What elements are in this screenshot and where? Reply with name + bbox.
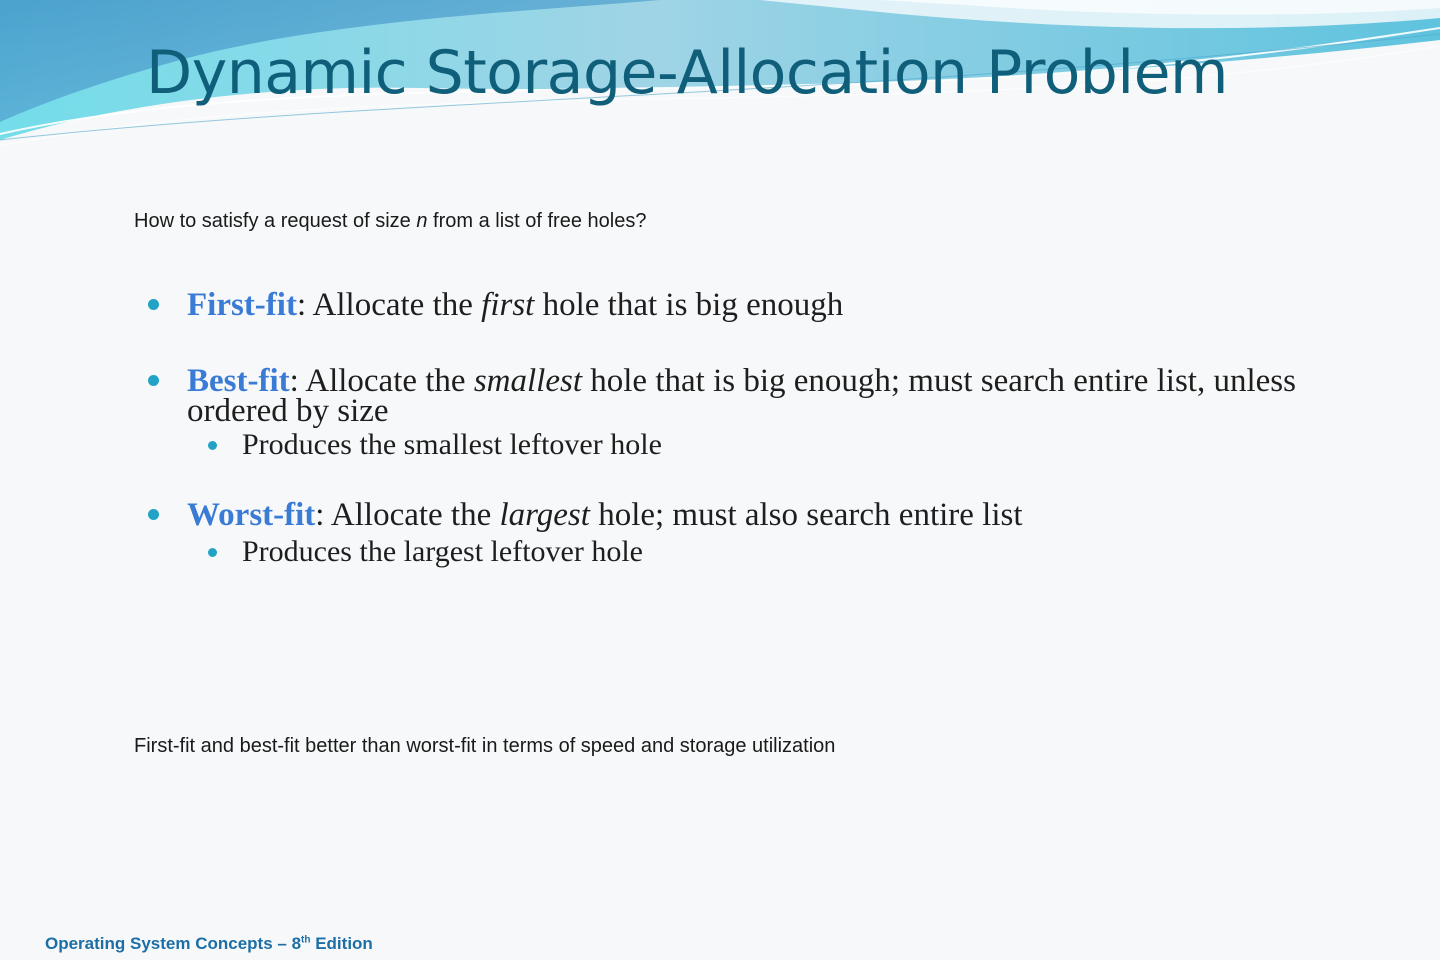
- bullet-worst-fit-emphasis: largest: [499, 497, 590, 533]
- term-first-fit: First-fit: [187, 287, 297, 323]
- bullet-best-fit: [187, 363, 1297, 429]
- bullet-first-fit: [187, 287, 1287, 323]
- bullet-best-fit-rest: hole that is big enough; must search entire list, unless ordered by size: [187, 363, 1296, 429]
- bullet-worst-fit-rest: hole; must also search entire list: [589, 497, 1023, 533]
- bullet-first-fit-lead: : Allocate the: [296, 287, 482, 323]
- term-worst-fit: Worst-fit: [187, 497, 316, 533]
- intro-text-before: How to satisfy a request of size: [134, 210, 417, 232]
- bullet-first-fit-rest: hole that is big enough: [534, 287, 844, 323]
- term-best-fit: Best-fit: [187, 363, 290, 399]
- bullet-worst-fit: [187, 497, 1287, 533]
- intro-text-after: from a list of free holes?: [427, 210, 647, 232]
- slide-title: Dynamic Storage-Allocation Problem: [146, 38, 1228, 108]
- bullet-worst-fit-lead: : Allocate the: [315, 497, 500, 533]
- footer-text-after: Edition: [310, 934, 373, 953]
- footer-superscript: th: [301, 934, 311, 946]
- bullet-first-fit-emphasis: first: [481, 287, 535, 323]
- sub-bullet-worst-fit: Produces the largest leftover hole: [242, 535, 643, 568]
- slide-footer: [45, 934, 373, 954]
- footer-text-before: Operating System Concepts – 8: [45, 934, 302, 953]
- bullet-best-fit-emphasis: smallest: [473, 363, 583, 399]
- intro-variable: n: [416, 210, 428, 232]
- bullet-best-fit-lead: : Allocate the: [289, 363, 474, 399]
- conclusion-text: First-fit and best-fit better than worst-fit in terms of speed and storage utilization: [134, 735, 836, 757]
- sub-bullet-best-fit: Produces the smallest leftover hole: [242, 428, 662, 461]
